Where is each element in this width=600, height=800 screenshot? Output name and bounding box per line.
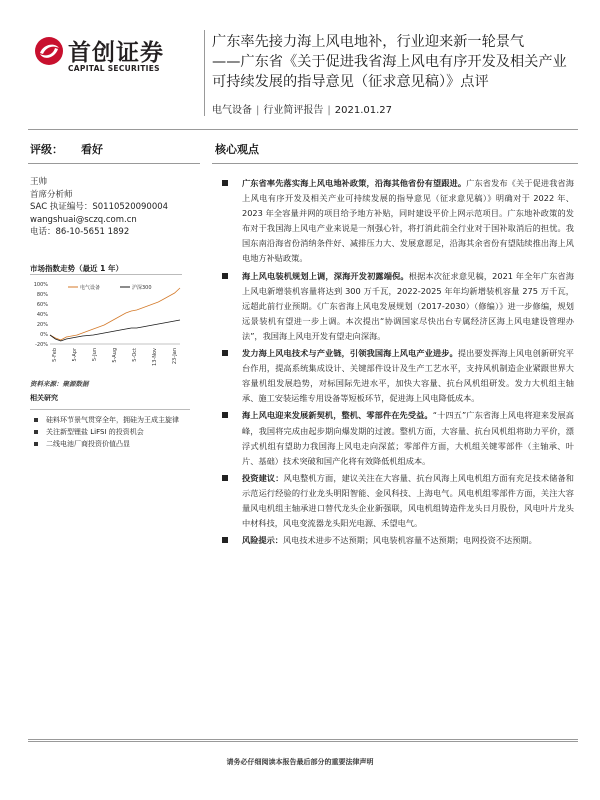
square-bullet-icon	[222, 475, 228, 481]
point-item	[222, 408, 574, 468]
point-item	[222, 471, 574, 531]
header-divider	[204, 30, 205, 116]
point-heading: 广东省率先落实海上风电地补政策，沿海其他省份有望跟进。	[242, 178, 467, 188]
analyst-role: 首席分析师	[30, 189, 73, 200]
analyst-sac: SAC 执证编号：S0110520090004	[30, 202, 169, 212]
point-heading: 海上风电装机规划上调，深海开发初露端倪。	[242, 270, 409, 281]
square-bullet-icon	[222, 180, 228, 186]
y-tick-label: 40%	[36, 312, 48, 318]
analyst-phone: 电话：86-10-5651 1892	[30, 227, 130, 237]
meta-industry: 电气设备	[212, 105, 252, 116]
title-line-3: 可持续发展的指导意见（征求意见稿）》点评	[212, 74, 489, 90]
footer-disclaimer: 请务必仔细阅读本报告最后部分的重要法律声明	[226, 758, 374, 766]
title-line-1: 广东率先接力海上风电地补，行业迎来新一轮景气	[212, 34, 525, 50]
analyst-email: wangshuai@sczq.com.cn	[30, 214, 137, 225]
legend-label: 电气设备	[80, 285, 101, 291]
square-bullet-icon	[222, 273, 228, 279]
chart-source: 资料来源：聚源数据	[30, 380, 89, 388]
related-title: 相关研究	[30, 394, 58, 402]
left-rule	[28, 163, 200, 164]
point-heading: 投资建议：	[242, 472, 284, 483]
related-item[interactable]: 二线电池厂商投资价值凸显	[30, 439, 200, 449]
chart-title: 市场指数走势（最近 1 年）	[30, 264, 123, 273]
related-research	[30, 393, 200, 451]
x-tick-label: 5-Feb	[52, 348, 58, 362]
point-heading: 发力海上风电技术与产业链，引领我国海上风电产业进步。	[242, 348, 458, 359]
related-rule	[30, 409, 190, 410]
point-text: 风电技术进步不达预期；风电装机容量不达预期；电网投资不达预期。	[282, 535, 537, 546]
market-index-chart	[28, 278, 188, 376]
series-line-0	[50, 288, 180, 340]
swirl-logo-icon	[34, 36, 64, 66]
rating	[30, 141, 103, 157]
y-tick-label: 100%	[33, 282, 48, 288]
point-heading: 风险提示：	[242, 535, 283, 546]
footer-rule	[28, 741, 578, 742]
analyst-name: 王帅	[30, 177, 48, 187]
meta-type: 行业简评报告	[263, 105, 324, 116]
x-tick-label: 5-Apr	[72, 348, 78, 362]
y-tick-label: 0%	[40, 332, 48, 338]
core-views-title: 核心观点	[215, 143, 259, 156]
meta-separator: |	[256, 105, 260, 116]
header-rule	[28, 129, 578, 130]
y-tick-label: -20%	[35, 342, 48, 348]
point-item	[222, 176, 574, 267]
meta-date: 2021.01.27	[334, 105, 393, 116]
right-rule	[212, 163, 578, 164]
point-item	[222, 269, 574, 344]
point-text: 广东省发布《关于促进我省海上风电有序开发及相关产业可持续发展的指导意见（征求意见稿）》明确对于 2022 年、2023 年全容量并网的项目给予地方补贴，同时建设平价上网示范项目。广东地补政策的发布对于我国海上风电产业来说是一剂强心针，将打消此前全行业对于国补取消后的担忧。我国东南沿海省份消纳条件好、减排压力大、发展意愿足，沿海其余省份有望陆续推出海上风电地方补贴政策。	[242, 178, 574, 264]
y-tick-label: 80%	[36, 292, 48, 298]
meta-separator: |	[327, 105, 331, 116]
point-item	[222, 346, 574, 406]
x-tick-label: 5-Oct	[132, 348, 138, 362]
chart-title-rule	[30, 274, 182, 275]
brand-name-cn: 首创证券	[68, 40, 164, 66]
square-bullet-icon	[222, 412, 228, 418]
core-points	[222, 176, 574, 550]
brand-logo	[34, 34, 194, 80]
rating-value: 看好	[81, 143, 103, 156]
rating-label: 评级：	[30, 143, 63, 156]
related-item[interactable]: 硅料环节景气贯穿全年，拥硅为王成主旋律	[30, 415, 200, 425]
point-text: “十四五”广东省海上风电将迎来发展高峰，我国将完成由起步期向爆发期的过渡。整机方面，大容量、抗台风机组将助力平价，漂浮式机组有望助力我国海上风电走向深蓝；零部件方面，大机组关键零部件（主轴承、叶片、基础）技术突破和国产化将有效降低机组成本。	[242, 410, 574, 466]
point-text: 风电整机方面，建议关注在大容量、抗台风海上风电机组方面有充足技术储备和示范运行经验的行业龙头明阳智能、金风科技、上海电气。风电机组零部件方面，关注大容量风电机组主轴承进口替代龙头企业新强联，风电机组铸造件龙头日月股份，风电叶片龙头中材科技，风电变流器龙头阳光电源、禾望电气。	[242, 472, 574, 529]
point-text: 根据本次征求意见稿，2021 年全年广东省海上风电新增装机容量将达到 300 万千瓦，2022-2025 年年均新增装机容量 275 万千瓦，远超此前行业预期。《广东省海上风电发展规划（2017-2030）（修编）》进一步修编，规划远景装机有望进一步上调。本次提出“协调国家尽快出台专属经济区海上风电建设管理办法”，我国海上风电开发有望走向深海。	[242, 270, 574, 341]
footer-rule	[28, 739, 578, 740]
point-heading: 海上风电迎来发展新契机，整机、零部件在先受益。	[242, 410, 433, 421]
x-tick-label: 5-Jun	[92, 348, 98, 362]
analyst-info	[30, 176, 168, 239]
series-line-1	[50, 320, 180, 341]
y-tick-label: 60%	[36, 302, 48, 308]
legend-label: 沪深300	[132, 285, 152, 291]
report-title	[212, 32, 582, 92]
y-tick-label: 20%	[36, 322, 48, 328]
square-bullet-icon	[222, 537, 228, 543]
point-text: 提出要发挥海上风电创新研究平台作用，提高系统集成设计、关键部件设计及生产工艺水平，支持风机制造企业紧跟世界大容量机组发展趋势，对标国际先进水平，加快大容量、抗台风机组研发。发力大机组主轴承、施工安装运维专用设备等短板环节，促进海上风电降低成本。	[242, 348, 574, 404]
point-item	[222, 533, 574, 548]
x-tick-label: 5-Aug	[112, 348, 118, 363]
report-meta	[212, 101, 392, 116]
x-tick-label: 23-Jan	[172, 348, 178, 365]
brand-name-en: CAPITAL SECURITIES	[68, 64, 160, 73]
square-bullet-icon	[222, 350, 228, 356]
title-line-2: ——广东省《关于促进我省海上风电有序开发及相关产业	[212, 54, 567, 70]
x-tick-label: 13-Nov	[152, 348, 158, 366]
related-item[interactable]: 关注新型锂盐 LiFSI 的投资机会	[30, 427, 200, 437]
